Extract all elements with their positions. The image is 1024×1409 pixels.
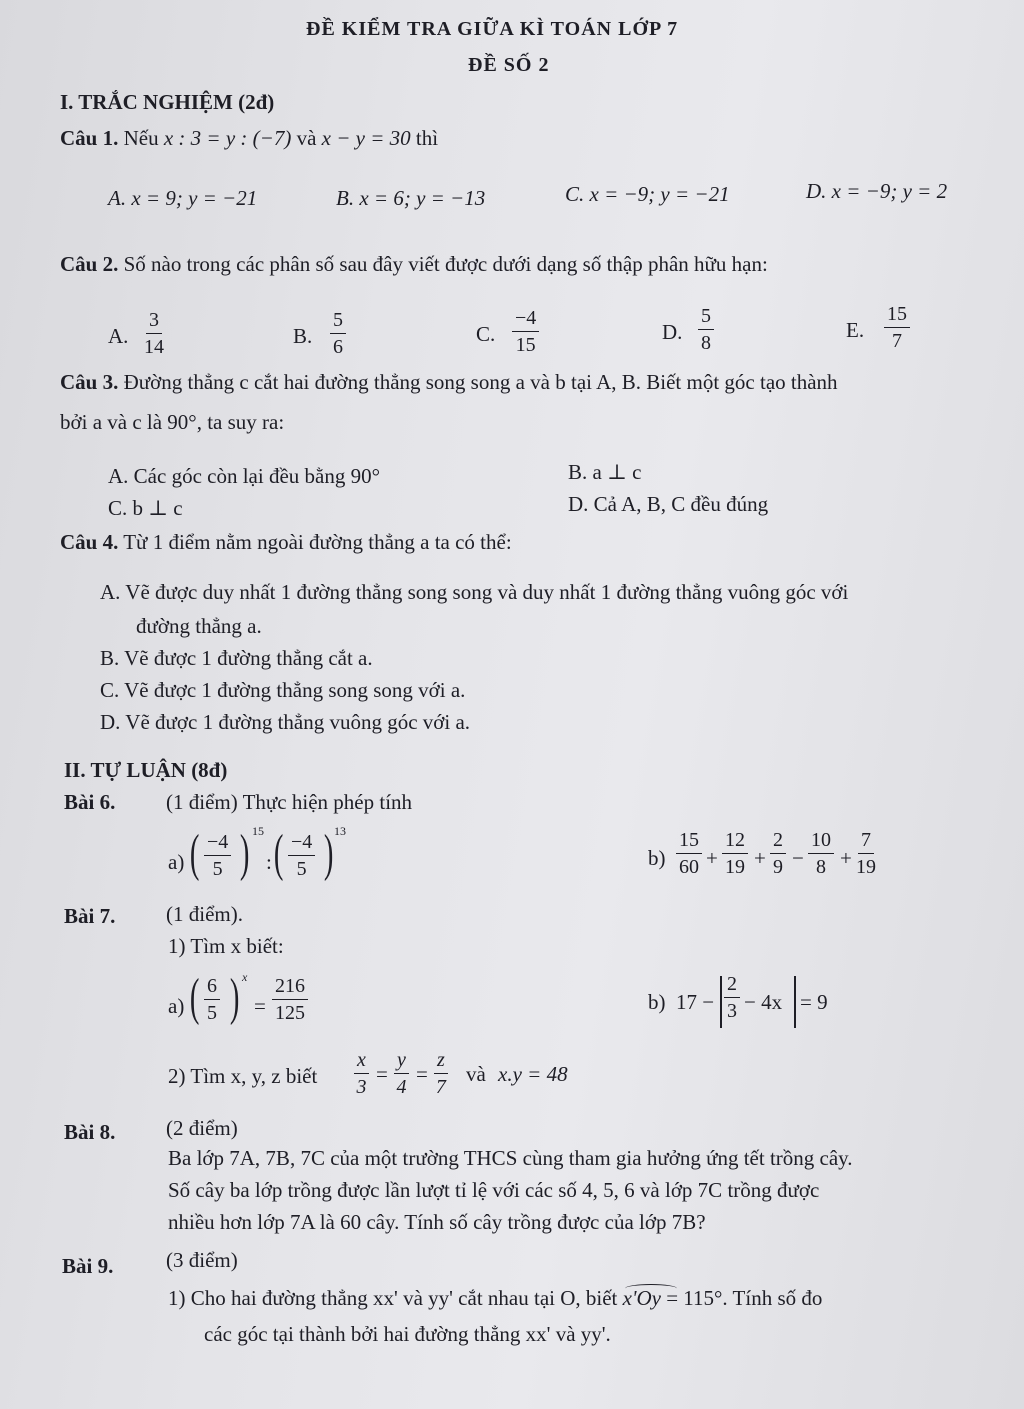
b7-sub2: 2) Tìm x, y, z biết [168, 1064, 318, 1088]
q3-line2: bởi a và c là 90°, ta suy ra: [60, 410, 285, 434]
b6a-exponent-2: 13 [334, 824, 346, 838]
q2-option-b-letter: B. [293, 324, 313, 348]
q1-option-c: C. x = −9; y = −21 [565, 182, 730, 206]
b6a-paren-close-2: ) [323, 825, 334, 882]
q3-option-d: D. Cả A, B, C đều đúng [568, 492, 769, 516]
b8-line-1: Ba lớp 7A, 7B, 7C của một trường THCS cùng tham gia hưởng ứng tết trồng cây. [168, 1146, 853, 1170]
q2-option-a-letter: A. [108, 324, 129, 348]
b7a-label: a) [168, 994, 185, 1018]
b7-sub1: 1) Tìm x biết: [168, 934, 284, 958]
q1-option-b: B. x = 6; y = −13 [336, 186, 486, 210]
b7-sub2-eq-2: = [416, 1062, 428, 1086]
q1-and: và [296, 126, 317, 150]
q2-option-c-letter: C. [476, 322, 496, 346]
b7b-left: 17 − [676, 990, 715, 1014]
b7b-abs-bar-right [794, 976, 796, 1028]
b6b-term-4: $\frac{10}{8}$ [808, 830, 834, 877]
q2-option-b-fraction: $\frac{5}{6}$ [330, 310, 346, 357]
b9-line1-a: 1) Cho hai đường thẳng xx' và yy' cắt nhau tại O, biết [168, 1286, 618, 1310]
b9-line1-b: = 115°. Tính số đo [666, 1286, 823, 1310]
b7-sub2-eq-1: = [376, 1062, 388, 1086]
q4-option-d: D. Vẽ được 1 đường thẳng vuông góc với a. [100, 710, 471, 734]
b6a-paren-open-2: ( [273, 825, 284, 882]
b7-text: (1 điểm). [166, 902, 243, 926]
q4-text: Từ 1 điểm nằm ngoài đường thẳng a ta có thể: [123, 530, 512, 554]
q2-option-e-letter: E. [846, 318, 865, 342]
b7b-mid: − 4x [744, 990, 783, 1014]
part2-heading: II. TỰ LUẬN (8đ) [64, 758, 228, 782]
b9-angle-hat [625, 1284, 677, 1293]
b7a-rhs-fraction: $\frac{216}{125}$ [272, 976, 308, 1023]
q2-text: Số nào trong các phân số sau đây viết được dưới dạng số thập phân hữu hạn: [123, 252, 768, 276]
q1-option-a: A. x = 9; y = −21 [108, 186, 258, 210]
b7a-equals: = [254, 994, 266, 1018]
q1-label: Câu 1. [60, 126, 119, 150]
q1-option-d: D. x = −9; y = 2 [806, 179, 948, 203]
b9-angle: x'Oy [623, 1286, 661, 1310]
exam-title: ĐỀ KIỂM TRA GIỮA KÌ TOÁN LỚP 7 [306, 18, 679, 40]
b6a-colon: : [266, 850, 272, 874]
b6b-term-5: $\frac{7}{19}$ [856, 829, 876, 878]
b7a-paren-open: ( [189, 969, 200, 1026]
b6a-label: a) [168, 850, 185, 874]
b6-text: (1 điểm) Thực hiện phép tính [166, 790, 413, 814]
q4-option-a: A. Vẽ được duy nhất 1 đường thẳng song song và duy nhất 1 đường thẳng vuông góc với [100, 580, 849, 604]
b9-line1 [168, 1286, 822, 1311]
q3-option-a: A. Các góc còn lại đều bằng 90° [108, 464, 380, 488]
q1-expr: x : 3 = y : (−7) [163, 126, 292, 150]
q1-line [60, 126, 438, 151]
b7b-label: b) [648, 990, 666, 1014]
b6b-op-1: + [706, 846, 718, 870]
b7a-paren-close: ) [229, 969, 240, 1026]
q3-line1 [60, 370, 838, 395]
b9-line2: các góc tại thành bởi hai đường thẳng xx' và yy'. [204, 1322, 611, 1346]
q4-label: Câu 4. [60, 530, 119, 554]
q2-option-c-fraction: $\frac{-4}{15}$ [512, 308, 539, 355]
q3-text1: Đường thẳng c cắt hai đường thẳng song song a và b tại A, B. Biết một góc tạo thành [123, 370, 838, 394]
q2-label: Câu 2. [60, 252, 119, 276]
b6a-paren-close-1: ) [239, 825, 250, 882]
b7a-fraction: $\frac{6}{5}$ [204, 976, 220, 1023]
b6-label: Bài 6. [64, 790, 116, 814]
b6a-paren-open-1: ( [189, 825, 200, 882]
q1-text: Nếu [123, 126, 159, 150]
b6b-term-1: $\frac{15}{60}$ [676, 830, 702, 877]
b6b-op-2: + [754, 846, 766, 870]
b6b-term-3: $\frac{2}{9}$ [770, 830, 786, 877]
exam-subtitle: ĐỀ SỐ 2 [468, 54, 550, 76]
b6a-fraction-2: $\frac{-4}{5}$ [288, 832, 315, 879]
b9-label: Bài 9. [62, 1254, 114, 1278]
b6a-fraction-1: $\frac{-4}{5}$ [204, 832, 231, 879]
b7b-right: = 9 [800, 990, 828, 1014]
b6b-op-3: − [792, 846, 804, 870]
b9-text: (3 điểm) [166, 1248, 238, 1272]
b7-sub2-fraction-y: $\frac{y}{4}$ [394, 1050, 409, 1097]
q2-option-a-fraction: $\frac{3}{14}$ [144, 309, 164, 358]
b7a-exponent: x [242, 970, 248, 984]
q2-line [60, 252, 768, 277]
b8-line-3: nhiều hơn lớp 7A là 60 cây. Tính số cây trồng được của lớp 7B? [168, 1210, 706, 1234]
b8-line-2: Số cây ba lớp trồng được lần lượt tỉ lệ với các số 4, 5, 6 và lớp 7C trồng được [168, 1178, 820, 1202]
b7-sub2-condition: x.y = 48 [498, 1062, 568, 1086]
q1-then: thì [415, 126, 439, 150]
q4-option-b: B. Vẽ được 1 đường thẳng cắt a. [100, 646, 373, 670]
q3-option-b: B. a ⊥ c [568, 460, 642, 484]
b6b-op-4: + [840, 846, 852, 870]
q2-option-d-letter: D. [662, 320, 683, 344]
q3-option-c: C. b ⊥ c [108, 496, 183, 520]
b7b-fraction: $\frac{2}{3}$ [724, 974, 740, 1021]
q2-option-e-fraction: $\frac{15}{7}$ [884, 304, 910, 351]
q2-option-d-fraction: $\frac{5}{8}$ [698, 306, 714, 353]
part1-heading: I. TRẮC NGHIỆM (2đ) [60, 90, 275, 114]
b7-sub2-fraction-z: $\frac{z}{7}$ [435, 1049, 446, 1098]
b6b-label: b) [648, 846, 666, 870]
q4-line [60, 530, 512, 555]
q1-expr2: x − y = 30 [321, 126, 411, 150]
b7b-abs-bar-left [720, 976, 722, 1028]
b8-label: Bài 8. [64, 1120, 116, 1144]
b7-sub2-and: và [466, 1062, 486, 1086]
b7-label: Bài 7. [64, 904, 116, 928]
q3-label: Câu 3. [60, 370, 119, 394]
b8-text: (2 điểm) [166, 1116, 238, 1140]
q4-option-a-cont: đường thẳng a. [136, 614, 262, 638]
b7-sub2-fraction-x: $\frac{x}{3}$ [354, 1050, 369, 1097]
b6a-exponent-1: 15 [252, 824, 264, 838]
b6b-term-2: $\frac{12}{19}$ [722, 830, 748, 877]
q4-option-c: C. Vẽ được 1 đường thẳng song song với a. [100, 678, 466, 702]
